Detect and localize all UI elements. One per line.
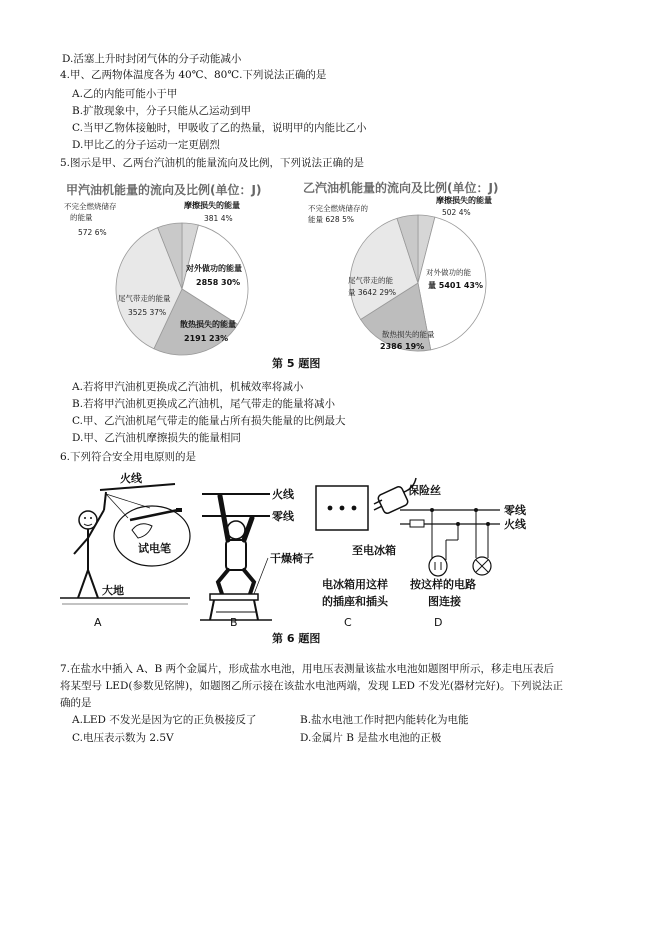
q6-c-note-line2: 的插座和插头 [322,595,388,608]
q6-panel-b [200,487,314,629]
pie-jia-label-3: 尾气带走的能量 [118,294,171,303]
q6-a-live-label: 火线 [120,472,142,485]
q7-option-b: B.盐水电池工作时把内能转化为电能 [300,714,469,726]
pie-jia-label-2: 散热损失的能量 [180,320,236,329]
q6-stem: 6.下列符合安全用电原则的是 [60,451,197,463]
q6-a-letter: A [94,616,102,629]
q6-c-letter: C [344,616,352,629]
pie-jia-label-0: 摩擦损失的能量 [184,201,240,210]
q6-b-live-label: 火线 [272,488,294,501]
q6-d-letter: D [434,616,443,629]
pie-jia-label-4-line2: 的能量 [70,213,93,222]
q6-d-live-label: 火线 [504,518,526,531]
q6-panel-d [400,483,527,629]
pie-jia-value-2: 2191 23% [184,334,229,343]
q7-option-a: A.LED 不发光是因为它的正负极接反了 [72,714,257,726]
pie-yi-label-4-line2: 能量 628 5% [308,215,354,224]
pie-yi-label-0: 摩擦损失的能量 [436,196,492,205]
pie-jia-value-4: 572 6% [78,228,107,237]
q5-option-a: A.若将甲汽油机更换成乙汽油机，机械效率将减小 [72,381,304,393]
q6-panel-c [316,478,416,629]
q5-option-b: B.若将甲汽油机更换成乙汽油机，尾气带走的能量将减小 [72,398,336,410]
pie-jia-value-3: 3525 37% [128,308,167,317]
q6-d-fuse-label: 保险丝 [408,484,441,497]
pie-yi-label-1-line2: 量 5401 43% [428,281,483,290]
q6-d-neutral-label: 零线 [504,504,526,517]
q6-b-letter: B [230,616,238,629]
pie-jia-value-0: 381 4% [204,214,233,223]
pie-jia-label-4-line1: 不完全燃烧储存 [64,202,117,211]
q6-d-note-line1: 按这样的电路 [410,578,476,591]
q5-option-d: D.甲、乙汽油机摩擦损失的能量相同 [72,432,241,444]
q6-panel-a [60,471,190,629]
q4-option-d: D.甲比乙的分子运动一定更剧烈 [72,139,220,151]
q4-stem: 4.甲、乙两物体温度各为 40℃、80℃.下列说法正确的是 [60,69,327,81]
q6-d-note-line2: 图连接 [428,595,461,608]
pie-jia-value-1: 2858 30% [196,278,241,287]
q5-stem: 5.图示是甲、乙两台汽油机的能量流向及比例，下列说法正确的是 [60,157,365,169]
q7-stem-line2: 将某型号 LED(参数见铭牌)，如题图乙所示接在该盐水电池两端，发现 LED 不发光(器材完好)。下列说法正 [60,680,564,692]
q7-stem-line3: 确的是 [60,697,92,709]
q3-option-d: D.活塞上升时封闭气体的分子动能减小 [62,53,242,65]
q6-b-neutral-label: 零线 [272,510,294,523]
q5-figure [60,195,530,375]
q4-option-c: C.当甲乙物体接触时，甲吸收了乙的热量，说明甲的内能比乙小 [72,122,367,134]
q7-option-c: C.电压表示数为 2.5V [72,732,174,744]
q6-a-pen-label: 试电笔 [138,542,171,555]
pie-jia-label-1: 对外做功的能量 [186,264,242,273]
q6-b-stool-label: 干燥椅子 [270,552,314,565]
q5-figure-caption: 第 5 题图 [272,357,321,370]
pie-yi-title: 乙汽油机能量的流向及比例(单位：J) [303,181,499,195]
q6-c-note-line1: 电冰箱用这样 [322,578,388,591]
q7-option-d: D.金属片 B 是盐水电池的正极 [300,732,442,744]
pie-yi-label-3-line2: 量 3642 29% [348,288,397,297]
q6-c-target-label: 至电冰箱 [352,544,396,557]
pie-yi-label-1-line1: 对外做功的能 [426,268,471,277]
pie-yi-value-0: 502 4% [442,208,471,217]
q4-option-a: A.乙的内能可能小于甲 [72,88,178,100]
pie-yi-value-2: 2386 19% [380,342,425,351]
pie-yi-label-4-line1: 不完全燃烧储存的 [308,204,368,213]
pie-jia-title: 甲汽油机能量的流向及比例(单位：J) [66,183,262,197]
pie-yi-label-3-line1: 尾气带走的能 [348,276,393,285]
q6-figure-caption: 第 6 题图 [272,632,321,645]
q6-figure [60,470,540,648]
q5-option-c: C.甲、乙汽油机尾气带走的能量占所有损失能量的比例最大 [72,415,346,427]
q4-option-b: B.扩散现象中，分子只能从乙运动到甲 [72,105,252,117]
q7-stem-line1: 7.在盐水中插入 A、B 两个金属片，形成盐水电池，用电压表测量该盐水电池如题图甲所示，移走电压表后 [60,663,554,675]
q6-a-ground-label: 大地 [102,584,124,597]
pie-yi-label-2: 散热损失的能量 [382,330,435,339]
